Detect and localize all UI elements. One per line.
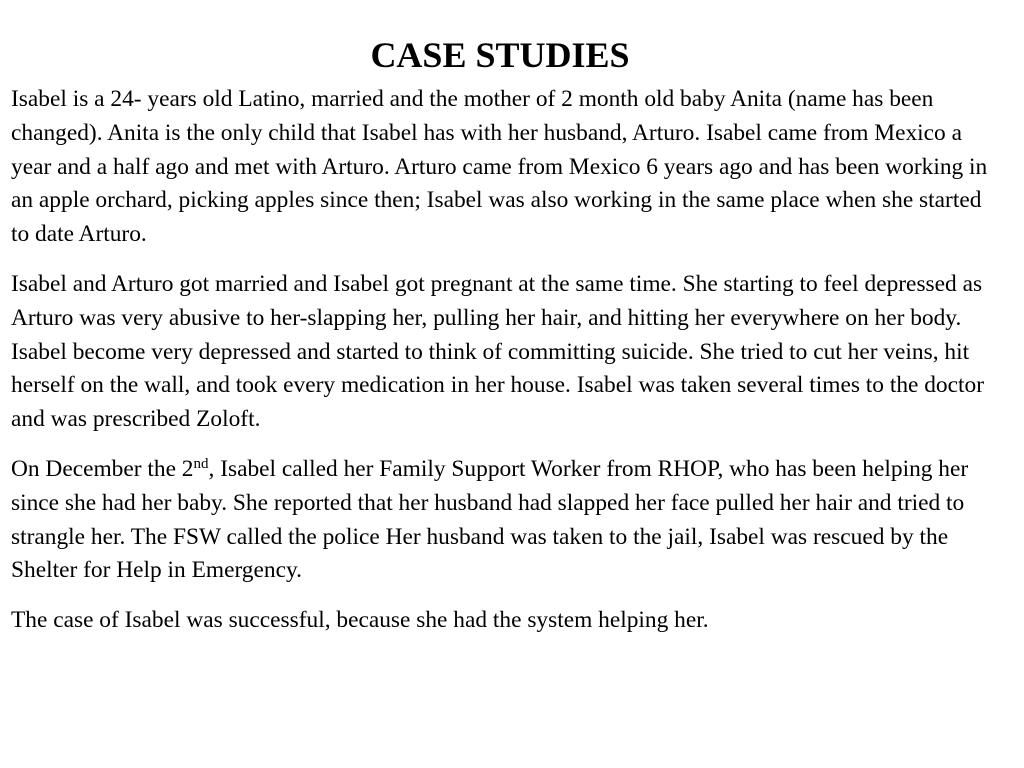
paragraph-background: Isabel is a 24- years old Latino, married and the mother of 2 month old baby Anita (name has been changed). Anita is the only child that Isabel has with her husband, Arturo. Isabel came from Mexico a year and a half ago and met with Arturo. Arturo came from Mexico 6 years ago and has been working in an apple orchard, picking apples since then; Isabel was also working in the same place when she started to date Arturo. xyxy=(11,86,988,248)
paragraph-rescue xyxy=(11,453,1001,588)
paragraph-rescue-start: On December the 2 xyxy=(11,455,194,482)
paragraph-abuse: Isabel and Arturo got married and Isabel got pregnant at the same time. She starting to feel depressed as Arturo was very abusive to her-slapping her, pulling her hair, and hitting her everywhere on her body. Isabel become very depressed and started to think of committing suicide. She tried to cut her veins, hit herself on the wall, and took every medication in her house. Isabel was taken several times to the doctor and was prescribed Zoloft. xyxy=(11,270,984,433)
slide-title: CASE STUDIES xyxy=(370,35,630,75)
case-study-body xyxy=(11,83,1001,654)
paragraph-conclusion: The case of Isabel was successful, because she had the system helping her. xyxy=(11,607,709,634)
paragraph-rescue-rest: , Isabel called her Family Support Worker from RHOP, who has been helping her since she had her baby. She reported that her husband had slapped her face pulled her hair and tried to strangle her. The FSW called the police Her husband was taken to the jail, Isabel was rescued by the Shelter for Help in Emergency. xyxy=(11,455,969,584)
ordinal-suffix: nd xyxy=(193,455,209,472)
